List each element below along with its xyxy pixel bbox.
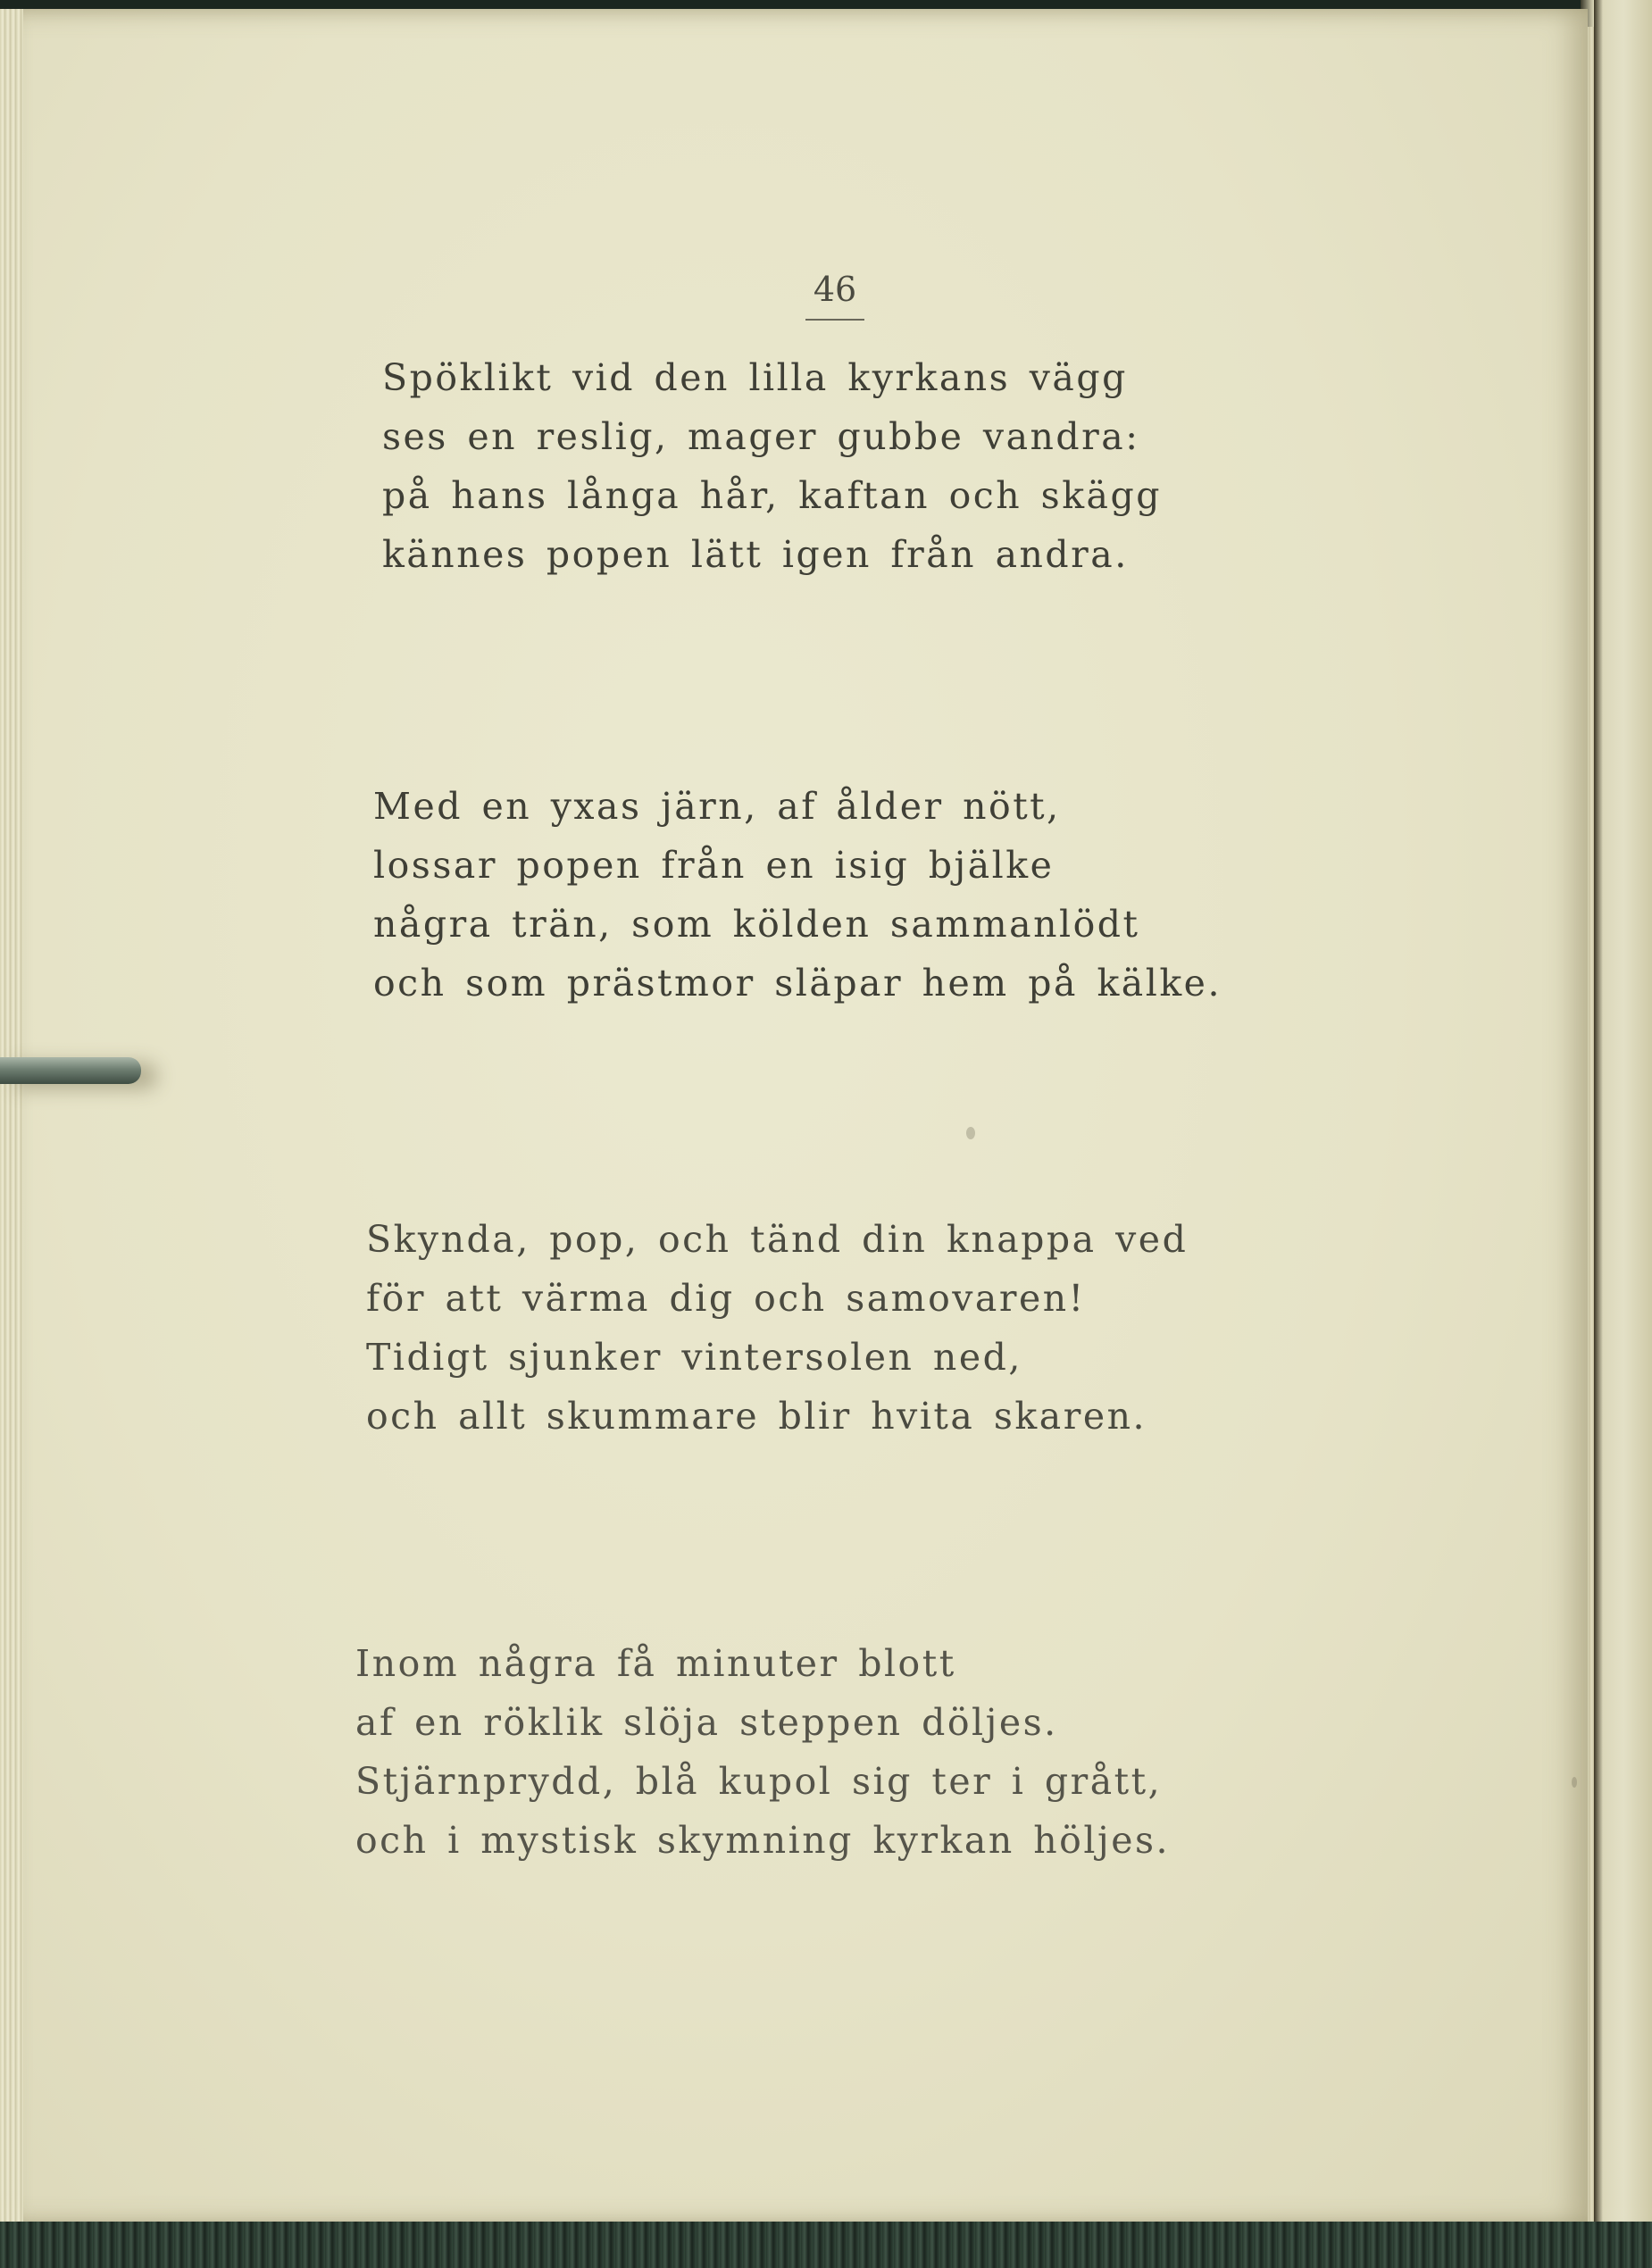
verse-line: Stjärnprydd, blå kupol sig ter i grått,: [355, 1760, 1163, 1803]
verse-line: kännes popen lätt igen från andra.: [382, 533, 1129, 576]
verse-line: lossar popen från en isig bjälke: [373, 844, 1055, 887]
verse-line: och i mystisk skymning kyrkan höljes.: [355, 1819, 1171, 1862]
page-left-edge: [0, 9, 23, 2225]
stanza-2: [373, 777, 1222, 1013]
stanza-1: [382, 348, 1162, 584]
book-page: [7, 9, 1588, 2225]
verse-line: Tidigt sjunker vintersolen ned,: [366, 1336, 1022, 1379]
verse-line: på hans långa hår, kaftan och skägg: [382, 474, 1162, 517]
page-number: 46: [813, 270, 857, 309]
verse-line: Inom några få minuter blott: [355, 1642, 956, 1685]
page-edge-shadow: [1594, 0, 1603, 2268]
stanza-3: [366, 1210, 1188, 1446]
bookmark-ribbon: [0, 1057, 141, 1084]
verse-line: för att värma dig och samovaren!: [366, 1277, 1086, 1320]
verse-line: af en röklik slöja steppen döljes.: [355, 1701, 1058, 1744]
stanza-4: [355, 1634, 1170, 1870]
page-number-rule: [805, 319, 864, 321]
verse-line: Skynda, pop, och tänd din knappa ved: [366, 1218, 1189, 1261]
verse-line: några trän, som kölden sammanlödt: [373, 903, 1140, 946]
verse-line: Med en yxas järn, af ålder nött,: [373, 785, 1061, 828]
verse-line: Spöklikt vid den lilla kyrkans vägg: [382, 356, 1128, 399]
verse-line: och som prästmor släpar hem på kälke.: [373, 962, 1222, 1005]
paper-speck: [1572, 1777, 1577, 1788]
verse-line: och allt skummare blir hvita skaren.: [366, 1395, 1147, 1438]
bottom-book-binding: [0, 2222, 1652, 2268]
paper-speck: [966, 1127, 975, 1139]
verse-line: ses en reslig, mager gubbe vandra:: [382, 415, 1140, 458]
